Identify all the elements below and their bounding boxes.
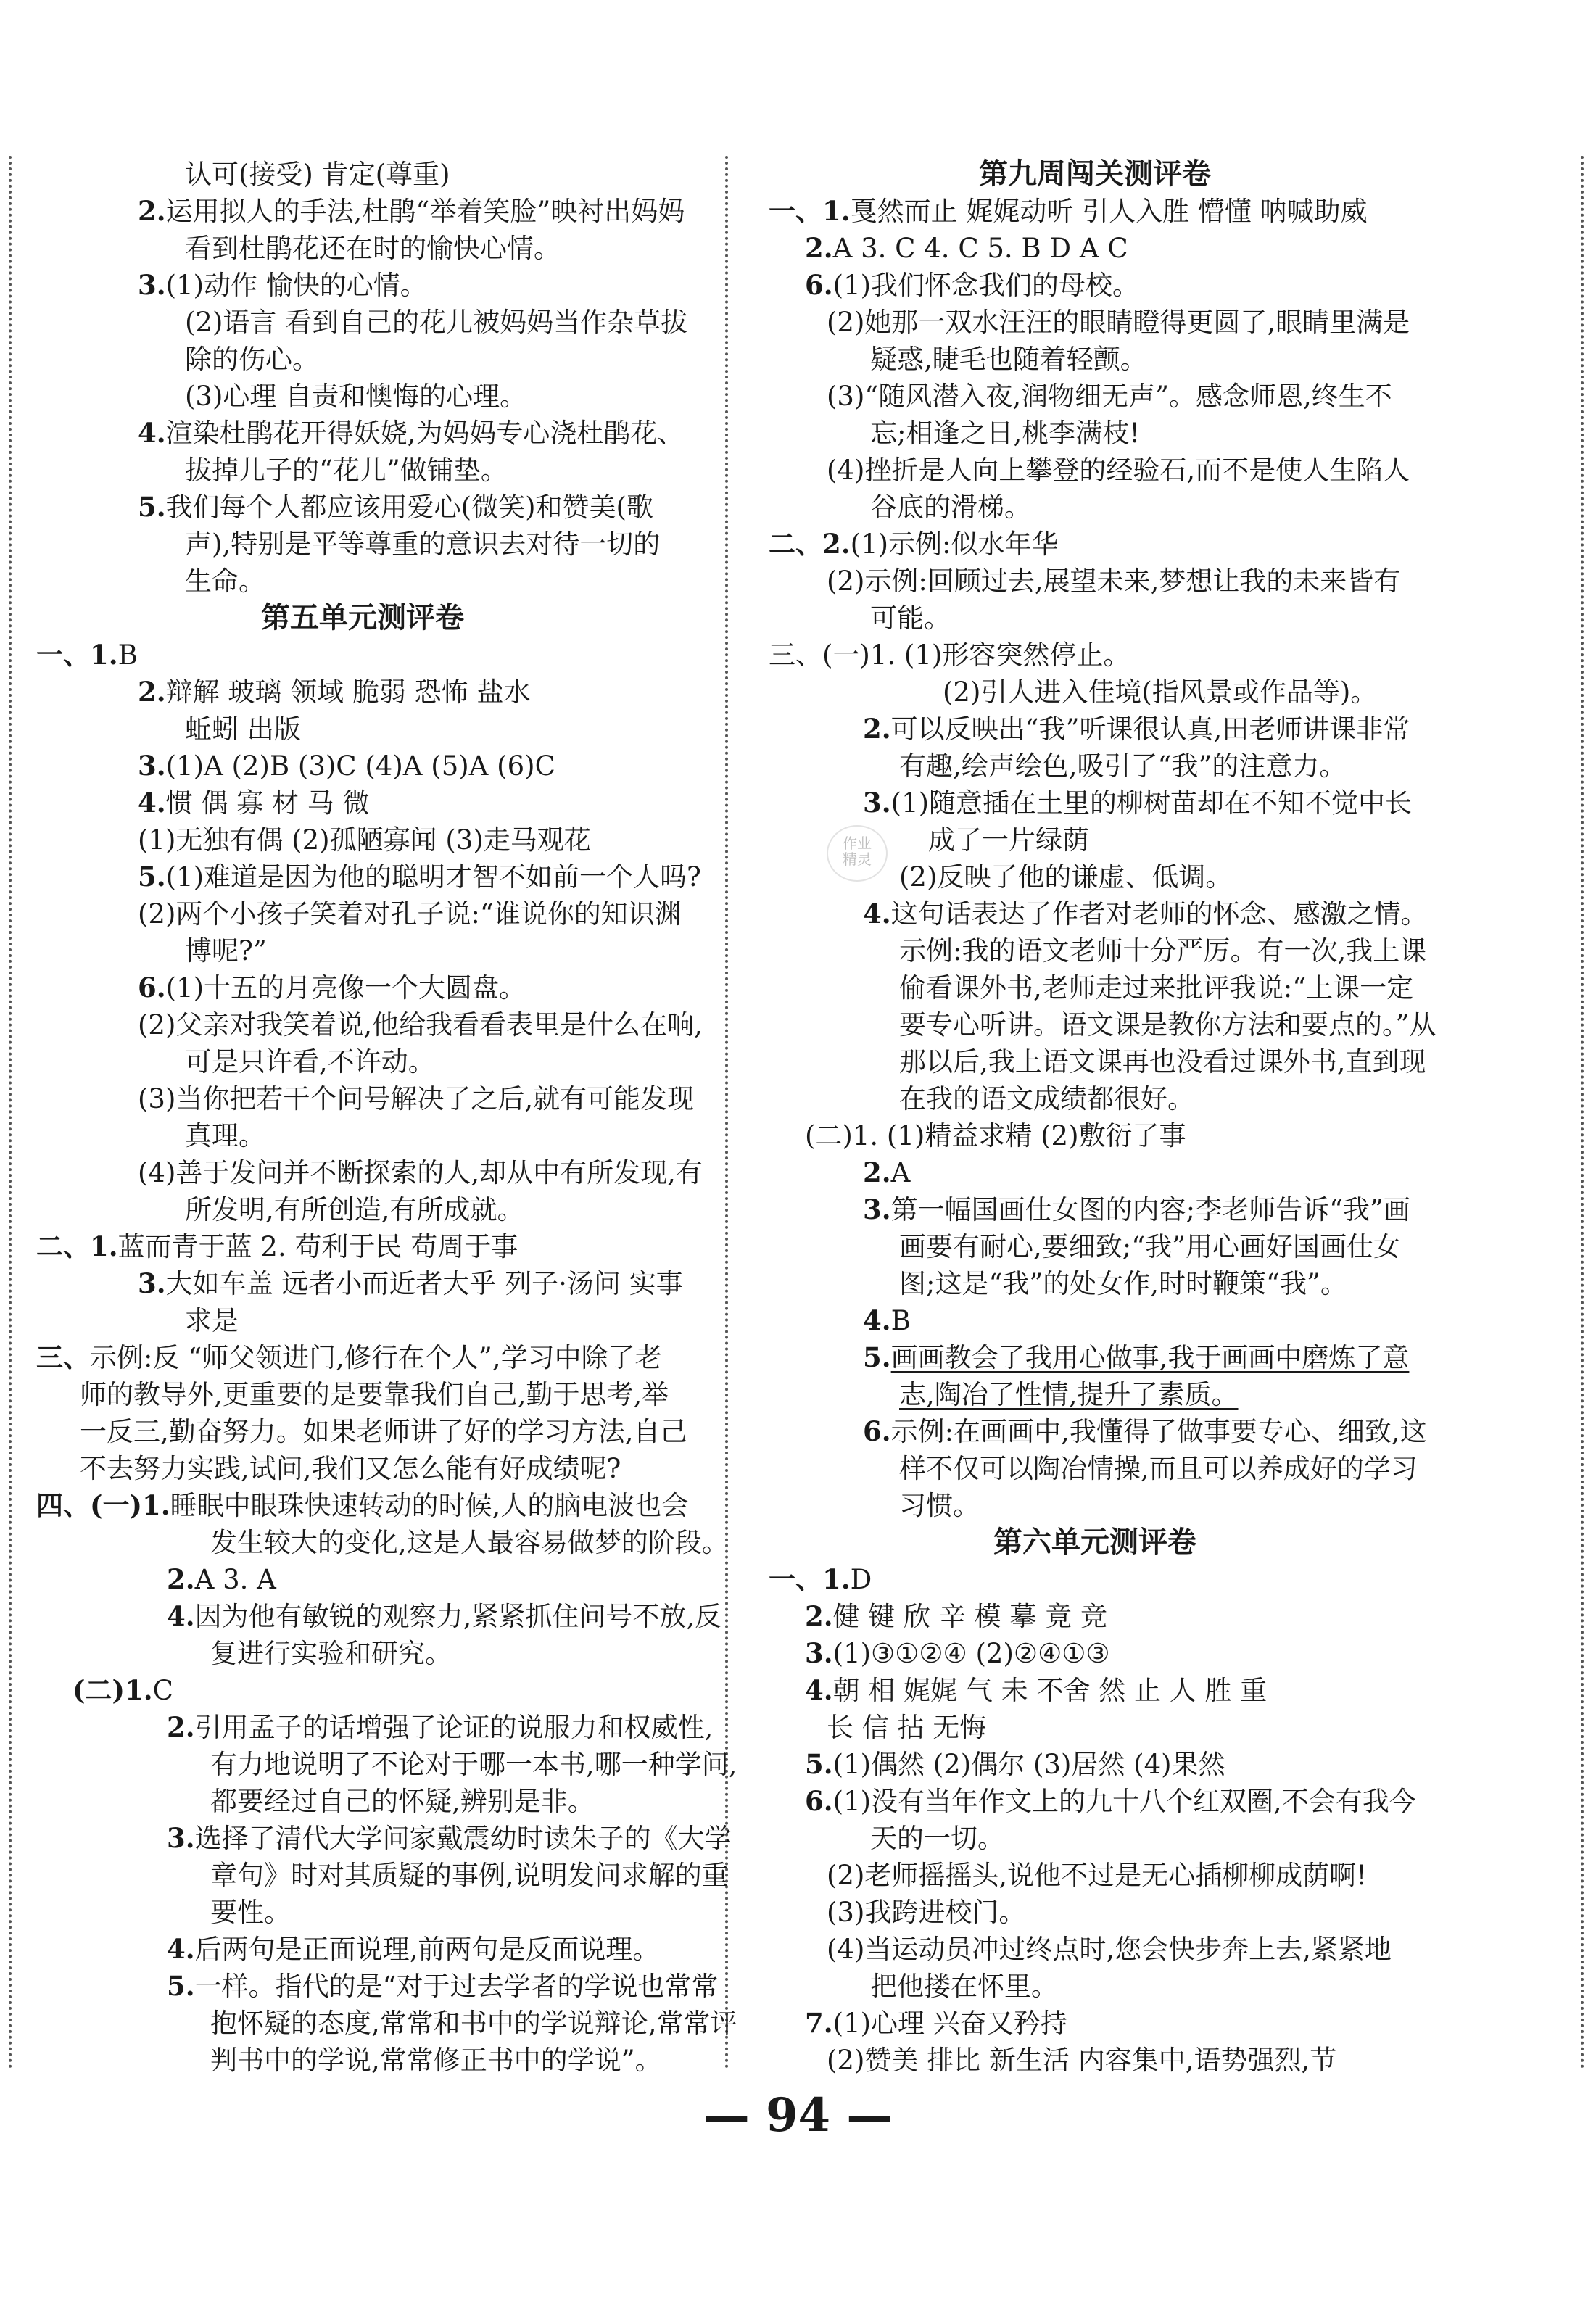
item-number: 2.: [805, 232, 833, 264]
answer-text: (4)善于发问并不断探索的人,却从中有所发现,有: [138, 1157, 703, 1188]
answer-text: 要性。: [210, 1897, 291, 1928]
answer-text: A 3. A: [194, 1564, 276, 1595]
answer-text: 疑惑,睫毛也随着轻颤。: [870, 344, 1147, 375]
answer-line: [36, 563, 689, 600]
answer-text: 我们每个人都应该用爱心(微笑)和赞美(歌: [165, 492, 653, 523]
answer-line: [36, 858, 701, 895]
answer-text: 一样。指代的是“对于过去学者的学说也常常: [194, 1971, 719, 2002]
item-number: 2.: [805, 1600, 833, 1632]
answer-text: 志,陶冶了性情,提升了素质。: [899, 1379, 1239, 1410]
item-number: 3.: [805, 1637, 833, 1669]
answer-line: [36, 1709, 714, 1746]
answer-text: 画画教会了我用心做事,我于画画中磨炼了意: [890, 1342, 1410, 1373]
answer-line: [769, 748, 1421, 785]
answer-text: 把他搂在怀里。: [870, 1971, 1058, 2002]
answer-line: [36, 304, 689, 341]
answer-text: 声),特别是平等尊重的意识去对待一切的: [185, 529, 661, 560]
answer-text: (2)反映了他的谦虚、低调。: [899, 861, 1233, 893]
answer-line: [769, 1265, 1421, 1302]
item-number: 2.: [863, 713, 891, 745]
answer-line: [36, 1931, 689, 1968]
answer-line: [36, 674, 689, 711]
answer-line: [769, 600, 1421, 637]
answer-line: [769, 1487, 1421, 1524]
answer-text: (4)挫折是人向上攀登的经验石,而不是使人生陷人: [827, 455, 1410, 486]
answer-line: [769, 415, 1421, 452]
answer-text: 睡眠中眼珠快速转动的时候,人的脑电波也会: [170, 1490, 689, 1521]
answer-line: [769, 1191, 1421, 1228]
page-number: — 94 —: [703, 2088, 893, 2143]
answer-line: [36, 1524, 729, 1561]
answer-text: 大如车盖 远者小而近者大乎 列子·汤问 实事: [165, 1268, 683, 1299]
answer-text: C: [152, 1675, 173, 1706]
answer-line: [36, 1302, 689, 1339]
answer-text: 示例:我的语文老师十分严厉。有一次,我上课: [899, 935, 1427, 966]
answer-line: [36, 1191, 689, 1228]
answer-text: 三、(一)1. (1)形容突然停止。: [769, 639, 1130, 671]
answer-line: [36, 1117, 689, 1154]
answer-text: (1)无独有偶 (2)孤陋寡闻 (3)走马观花: [138, 824, 591, 856]
item-number: (二)1.: [73, 1674, 153, 1706]
answer-text: 样不仅可以陶冶情操,而且可以养成好的学习: [899, 1453, 1418, 1484]
answer-text: D: [850, 1564, 872, 1595]
answer-line: [36, 1894, 689, 1931]
answer-text: 第一幅国画仕女图的内容;李老师告诉“我”画: [890, 1194, 1410, 1225]
answer-text: (1)心理 兴奋又矜持: [832, 2008, 1067, 2039]
answer-line: [36, 1857, 729, 1894]
answer-line: [769, 1672, 1421, 1709]
answer-line: [769, 1043, 1426, 1080]
answer-line: [36, 2042, 689, 2079]
answer-text: (1)示例:似水年华: [850, 529, 1059, 560]
answer-text: (1)随意插在土里的柳树苗却在不知不觉中长: [890, 787, 1413, 819]
answer-line: [36, 230, 689, 267]
item-number: 5.: [167, 1970, 195, 2002]
answer-line: [769, 1228, 1421, 1265]
answer-line: [36, 1339, 689, 1376]
answer-line: [36, 1080, 695, 1117]
answer-line: [36, 156, 689, 193]
item-number: 4.: [863, 1304, 891, 1336]
answer-line: [769, 1450, 1421, 1487]
answer-text: 后两句是正面说理,前两句是反面说理。: [194, 1934, 660, 1965]
answer-line: [769, 2042, 1421, 2079]
answer-line: [769, 1339, 1421, 1376]
answer-text: A 3. C 4. C 5. B D A C: [832, 233, 1128, 264]
answer-text: (2)引人进入佳境(指风景或作品等)。: [943, 676, 1378, 708]
answer-text: (1)A (2)B (3)C (4)A (5)A (6)C: [165, 750, 555, 782]
item-number: 2.: [167, 1711, 195, 1743]
section-title: 第九周闯关测评卷: [979, 157, 1211, 191]
item-number: 二、2.: [769, 528, 851, 560]
answer-text: (2)老师摇摇头,说他不过是无心插柳柳成荫啊!: [827, 1860, 1368, 1891]
answer-text: 戛然而止 娓娓动听 引人入胜 懵懂 呐喊助威: [850, 196, 1368, 227]
answer-text: 要专心听讲。语文课是教你方法和要点的。”从: [899, 1009, 1436, 1040]
answer-text: (1)十五的月亮像一个大圆盘。: [165, 972, 526, 1003]
answer-line: [36, 193, 689, 230]
item-number: 6.: [805, 269, 833, 301]
answer-line: [769, 637, 1421, 674]
item-number: 3.: [138, 1267, 166, 1299]
answer-line: [769, 2005, 1421, 2042]
answer-line: [36, 526, 689, 563]
answer-text: 可能。: [870, 603, 951, 634]
answer-text: 谷底的滑梯。: [870, 492, 1031, 523]
answer-text: 在我的语文成绩都很好。: [899, 1083, 1194, 1114]
answer-line: [36, 1635, 689, 1672]
item-number: 7.: [805, 2007, 833, 2039]
answer-line: [769, 1117, 1421, 1154]
answer-line: [36, 1783, 689, 1820]
answer-line: [36, 378, 689, 415]
item-number: 2.: [138, 676, 166, 708]
answer-text: 看到杜鹃花还在时的愉快心情。: [185, 233, 561, 264]
answer-line: [769, 785, 1421, 821]
answer-text: 惯 偶 寡 材 马 微: [165, 787, 370, 819]
section-title: 第五单元测评卷: [261, 601, 464, 634]
answer-line: [36, 341, 689, 378]
item-number: 3.: [138, 269, 166, 301]
answer-text: 朝 相 娓娓 气 未 不舍 然 止 人 胜 重: [832, 1675, 1268, 1706]
answer-text: 习惯。: [899, 1490, 980, 1521]
item-number: 6.: [863, 1415, 891, 1447]
answer-line: [36, 821, 689, 858]
item-number: 4.: [167, 1933, 195, 1965]
answer-text: 一反三,勤奋努力。如果老师讲了好的学习方法,自己: [80, 1416, 687, 1447]
answer-text: (2)赞美 排比 新生活 内容集中,语势强烈,节: [827, 2045, 1337, 2076]
answer-line: [769, 341, 1421, 378]
answer-line: [769, 526, 1421, 563]
item-number: 2.: [863, 1156, 891, 1188]
item-number: 4.: [138, 787, 166, 819]
answer-text: 忘;相逢之日,桃李满枝!: [870, 418, 1141, 449]
answer-text: 这句话表达了作者对老师的怀念、感激之情。: [890, 898, 1428, 930]
answer-line: [769, 452, 1421, 489]
answer-line: [36, 637, 689, 674]
answer-line: [769, 1006, 1436, 1043]
item-number: 5.: [863, 1341, 891, 1373]
stamp-line-2: 精灵: [843, 850, 872, 868]
section-title: 第六单元测评卷: [993, 1526, 1196, 1559]
answer-text: 因为他有敏锐的观察力,紧紧抓住问号不放,反: [194, 1601, 722, 1632]
answer-line: [769, 193, 1421, 230]
answer-line: [769, 932, 1427, 969]
answer-text: 章句》时对其质疑的事例,说明发问求解的重: [210, 1860, 729, 1891]
answer-line: [36, 969, 689, 1006]
answer-text: (3)我跨进校门。: [827, 1897, 1026, 1928]
answer-text: 蚯蚓 出版: [185, 713, 301, 745]
answer-text: 可以反映出“我”听课很认真,田老师讲课非常: [890, 713, 1410, 745]
answer-text: (2)语言 看到自己的花儿被妈妈当作杂草拔: [185, 307, 688, 338]
answer-text: 运用拟人的手法,杜鹃“举着笑脸”映衬出妈妈: [165, 196, 685, 227]
watermark-stamp: [827, 825, 888, 882]
answer-line: [36, 2005, 737, 2042]
item-number: 6.: [138, 972, 166, 1003]
answer-text: 拔掉儿子的“花儿”做铺垫。: [185, 455, 508, 486]
right-column: [769, 156, 1436, 2079]
answer-line: [36, 895, 689, 932]
answer-text: 长 信 拈 无悔: [827, 1712, 987, 1743]
right-dotted-border: [1581, 156, 1584, 2070]
answer-text: 抱怀疑的态度,常常和书中的学说辩论,常常评: [210, 2008, 737, 2039]
answer-text: A: [890, 1157, 911, 1188]
item-number: 三、: [36, 1341, 90, 1373]
item-number: 6.: [805, 1785, 833, 1817]
answer-text: (2)两个小孩子笑着对孔子说:“谁说你的知识渊: [138, 898, 682, 930]
answer-text: (2)父亲对我笑着说,他给我看看表里是什么在响,: [138, 1009, 703, 1040]
answer-text: (二)1. (1)精益求精 (2)敷衍了事: [805, 1120, 1186, 1151]
item-number: 3.: [863, 787, 891, 819]
answer-text: 认可(接受) 肯定(尊重): [185, 159, 450, 190]
answer-text: B: [117, 639, 138, 671]
answer-line: [36, 1043, 689, 1080]
answer-text: (1)动作 愉快的心情。: [165, 270, 427, 301]
answer-line: [769, 1931, 1421, 1968]
answer-line: [769, 1709, 1421, 1746]
answer-line: [36, 1746, 737, 1783]
answer-text: 渲染杜鹃花开得妖娆,为妈妈专心浇杜鹃花、: [165, 418, 685, 449]
answer-text: B: [890, 1305, 911, 1336]
answer-line: [769, 674, 1421, 711]
center-dotted-divider: [725, 156, 728, 2070]
answer-text: 生命。: [185, 566, 265, 597]
answer-line: [36, 1228, 689, 1265]
answer-text: 不去努力实践,试问,我们又怎么能有好成绩呢?: [80, 1453, 621, 1484]
answer-line: [769, 230, 1421, 267]
answer-line: [36, 748, 689, 785]
answer-text: 偷看课外书,老师走过来批评我说:“上课一定: [899, 972, 1414, 1003]
answer-line: [36, 1487, 689, 1524]
answer-line: [769, 267, 1421, 304]
answer-line: [36, 267, 689, 304]
answer-line: [769, 895, 1428, 932]
answer-line: [769, 1376, 1421, 1413]
answer-text: 那以后,我上语文课再也没看过课外书,直到现: [899, 1046, 1426, 1077]
answer-text: 有趣,绘声绘色,吸引了“我”的注意力。: [899, 750, 1347, 782]
answer-text: 除的伤心。: [185, 344, 319, 375]
item-number: 4.: [863, 898, 891, 930]
answer-text: 画要有耐心,要细致;“我”用心画好国画仕女: [899, 1231, 1401, 1262]
item-number: 2.: [138, 195, 166, 227]
answer-line: [769, 1598, 1421, 1635]
answer-text: 复进行实验和研究。: [210, 1638, 452, 1669]
answer-line: [36, 1006, 703, 1043]
answer-line: [36, 415, 689, 452]
answer-text: 发生较大的变化,这是人最容易做梦的阶段。: [210, 1527, 729, 1558]
item-number: 3.: [138, 750, 166, 782]
item-number: 4.: [138, 417, 166, 449]
item-number: 一、1.: [769, 1563, 851, 1595]
answer-text: (1)我们怀念我们的母校。: [832, 270, 1140, 301]
answer-line: [769, 1561, 1421, 1598]
answer-text: (3)“随风潜入夜,润物细无声”。感念师恩,终生不: [827, 381, 1392, 412]
answer-line: [36, 1413, 689, 1450]
answer-text: 都要经过自己的怀疑,辨别是非。: [210, 1786, 595, 1817]
answer-text: 示例:反 “师父领进门,修行在个人”,学习中除了老: [90, 1342, 662, 1373]
answer-line: [769, 1302, 1421, 1339]
answer-line: [769, 1413, 1427, 1450]
stamp-line-1: 作业: [843, 835, 872, 852]
answer-line: [769, 1783, 1421, 1820]
answer-text: 天的一切。: [870, 1823, 1004, 1854]
item-number: 一、1.: [36, 639, 118, 671]
answer-line: [769, 563, 1421, 600]
answer-line: [769, 1857, 1421, 1894]
answer-text: 示例:在画画中,我懂得了做事要专心、细致,这: [890, 1416, 1427, 1447]
answer-text: (1)没有当年作文上的九十八个红双圈,不会有我今: [832, 1786, 1416, 1817]
item-number: 5.: [138, 491, 166, 523]
answer-line: [36, 785, 689, 821]
answer-line: [769, 1635, 1421, 1672]
answer-text: 可是只许看,不许动。: [185, 1046, 435, 1077]
answer-line: [36, 1154, 703, 1191]
answer-text: (3)当你把若干个问号解决了之后,就有可能发现: [138, 1083, 695, 1114]
answer-text: (1)偶然 (2)偶尔 (3)居然 (4)果然: [832, 1749, 1225, 1780]
answer-line: [36, 711, 689, 748]
answer-text: 图;这是“我”的处女作,时时鞭策“我”。: [899, 1268, 1347, 1299]
left-column: [36, 156, 737, 2079]
answer-line: [769, 711, 1421, 748]
answer-line: [769, 378, 1421, 415]
answer-text: 求是: [185, 1305, 239, 1336]
answer-line: [36, 1561, 689, 1598]
answer-line: [769, 489, 1421, 526]
item-number: 3.: [863, 1193, 891, 1225]
item-number: 3.: [167, 1822, 195, 1854]
answer-text: 蓝而青于蓝 2. 苟利于民 苟周于事: [117, 1231, 518, 1262]
answer-line: [36, 932, 689, 969]
answer-line: [36, 1376, 689, 1413]
answer-line: [769, 1894, 1421, 1931]
answer-line: [769, 1154, 1421, 1191]
answer-line: [769, 1968, 1421, 2005]
answer-text: (3)心理 自责和懊悔的心理。: [185, 381, 527, 412]
item-number: 一、1.: [769, 195, 851, 227]
answer-line: [36, 1820, 732, 1857]
answer-line: [769, 1746, 1421, 1783]
answer-line: [36, 1265, 689, 1302]
answer-text: (1)难道是因为他的聪明才智不如前一个人吗?: [165, 861, 701, 893]
item-number: 5.: [138, 861, 166, 893]
answer-line: [769, 1080, 1421, 1117]
item-number: 4.: [805, 1674, 833, 1706]
answer-text: 辩解 玻璃 领域 脆弱 恐怖 盐水: [165, 676, 531, 708]
answer-line: [36, 1672, 689, 1709]
item-number: 二、1.: [36, 1230, 118, 1262]
item-number: 5.: [805, 1748, 833, 1780]
answer-text: 师的教导外,更重要的是要靠我们自己,勤于思考,举: [80, 1379, 669, 1410]
answer-line: [36, 1968, 719, 2005]
answer-line: [769, 304, 1421, 341]
answer-text: (2)她那一双水汪汪的眼睛瞪得更圆了,眼睛里满是: [827, 307, 1410, 338]
answer-text: 有力地说明了不论对于哪一本书,哪一种学问,: [210, 1749, 737, 1780]
left-dotted-border: [9, 156, 12, 2070]
answer-text: 引用孟子的话增强了论证的说服力和权威性,: [194, 1712, 714, 1743]
answer-line: [36, 452, 689, 489]
item-number: 四、(一)1.: [36, 1489, 170, 1521]
answer-text: (1)③①②④ (2)②④①③: [832, 1638, 1110, 1669]
answer-line: [769, 969, 1421, 1006]
answer-text: 博呢?”: [185, 935, 267, 966]
answer-text: 成了一片绿荫: [928, 824, 1089, 856]
answer-line: [36, 1598, 722, 1635]
answer-text: 真理。: [185, 1120, 265, 1151]
answer-text: (2)示例:回顾过去,展望未来,梦想让我的未来皆有: [827, 566, 1401, 597]
answer-line: [36, 489, 689, 526]
answer-line: [36, 1450, 689, 1487]
item-number: 2.: [167, 1563, 195, 1595]
item-number: 4.: [167, 1600, 195, 1632]
answer-text: 所发明,有所创造,有所成就。: [185, 1194, 524, 1225]
answer-text: 判书中的学说,常常修正书中的学说”。: [210, 2045, 662, 2076]
answer-line: [769, 1820, 1421, 1857]
answer-text: 健 键 欣 辛 模 摹 竟 竞: [832, 1601, 1107, 1632]
answer-text: 选择了清代大学问家戴震幼时读朱子的《大学: [194, 1823, 732, 1854]
answer-text: (4)当运动员冲过终点时,您会快步奔上去,紧紧地: [827, 1934, 1392, 1965]
